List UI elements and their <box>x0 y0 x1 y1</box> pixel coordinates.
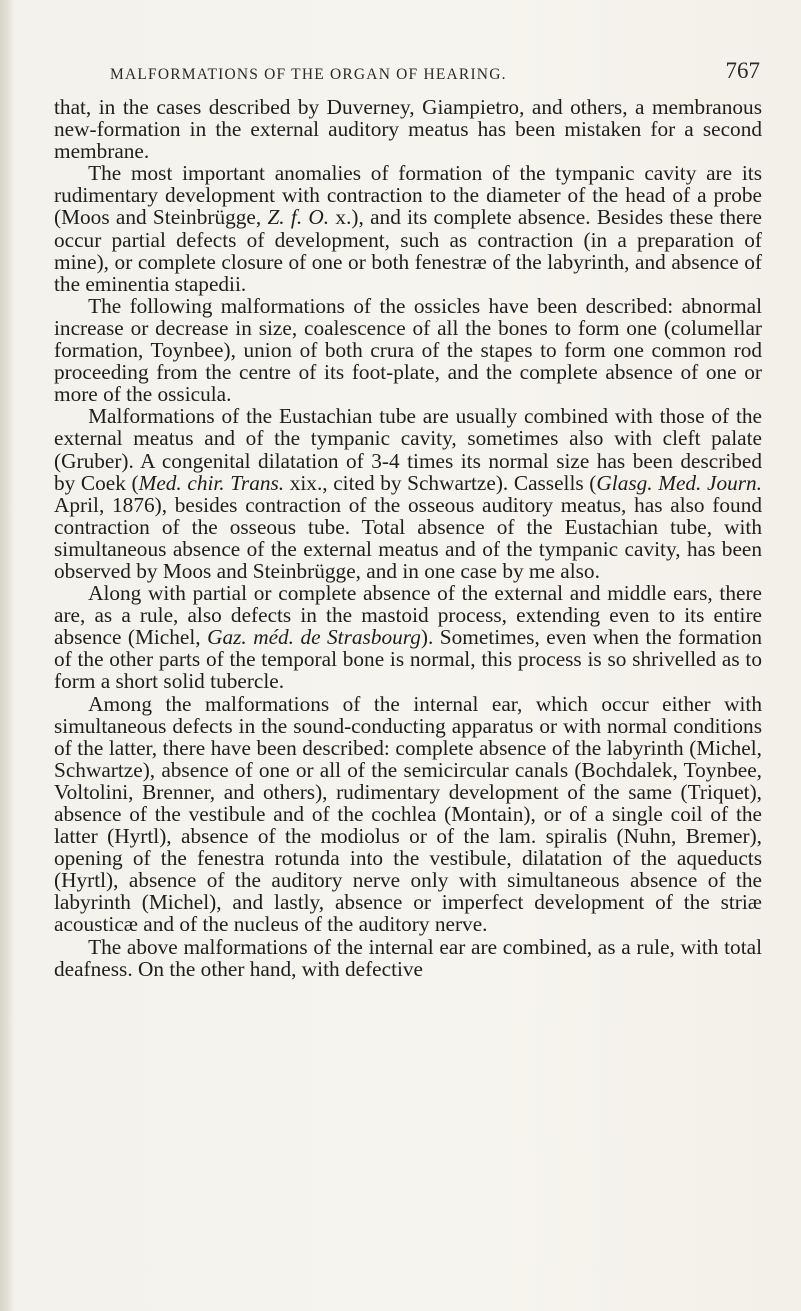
text-run: Along with partial or complete absence of the external and middle ears, there are, as a rule, also defects in the mastoid process, extending even to its entire absence (Michel, <box>54 581 762 650</box>
paragraph-p2 <box>54 162 762 295</box>
text-run: xix., cited by Schwartze). Cassells ( <box>284 470 597 495</box>
text-run: April, 1876), besides contraction of the osseous auditory meatus, has also found contraction of the osseous tube. Total absence of the Eustachian tube, with simultaneous absence of the external meatus and of the tympanic cavity, has been observed by Moos and Steinbrügge, and in one case by me also. <box>54 492 762 583</box>
body-text <box>54 96 762 980</box>
binding-shadow <box>0 0 14 1311</box>
paragraph-p6 <box>54 693 762 936</box>
text-run: The above malformations of the internal ear are combined, as a rule, with total deafness. On the other hand, with defective <box>54 934 762 981</box>
paragraph-p3 <box>54 295 762 405</box>
citation-italic: Med. chir. Trans. <box>138 470 285 495</box>
text-run: Among the malformations of the internal ear, which occur either with simultaneous defects in the sound-conducting apparatus or with normal conditions of the latter, there have been described: complete absence of the labyrinth (Michel, Schwartze), absence of one or all of the semicircular canals (Bochdalek, Toynbee, Voltolini, Brenner, and others), rudimentary development of the same (Triquet), absence of the vestibule and of the cochlea (Montain), or of a single coil of the latter (Hyrtl), absence of the modiolus or of the lam. spiralis (Nuhn, Bremer), opening of the fenestra rotunda into the vestibule, dilatation of the aqueducts (Hyrtl), absence of the auditory nerve only with simultaneous absence of the labyrinth (Michel), and lastly, absence or imperfect development of the striæ acousticæ and of the nucleus of the auditory nerve. <box>54 691 762 937</box>
citation-italic: Glasg. Med. Journ. <box>596 470 763 495</box>
text-run: x.), and its complete absence. Besides these there occur partial defects of development, such as contraction (in a preparation of mine), or complete closure of one or both fenestræ of the labyrinth, and absence of the eminentia stapedii. <box>54 205 763 296</box>
text-run: Malformations of the Eustachian tube are usually combined with those of the external meatus and of the tympanic cavity, sometimes also with cleft palate (Gruber). A congenital dilatation of 3-4 times its normal size has been described by Coek ( <box>54 404 762 495</box>
citation-italic: Gaz. méd. de Strasbourg <box>207 625 421 650</box>
citation-italic: Z. f. O. <box>267 205 330 230</box>
paragraph-p7 <box>54 936 762 980</box>
paragraph-p1 <box>54 96 762 162</box>
running-title: MALFORMATIONS OF THE ORGAN OF HEARING. <box>110 66 507 83</box>
text-run: The most important anomalies of formation of the tympanic cavity are its rudimentary development with contraction to the diameter of the head of a probe (Moos and Steinbrügge, <box>54 161 762 230</box>
text-run: The following malformations of the ossicles have been described: abnormal increase or decrease in size, coalescence of all the bones to form one (columellar formation, Toynbee), union of both crura of the stapes to form one common rod proceeding from the centre of its foot-plate, and the complete absence of one or more of the ossicula. <box>54 293 762 407</box>
text-run: ). Sometimes, even when the formation of the other parts of the temporal bone is normal, this process is so shrivelled as to form a short solid tubercle. <box>54 625 762 694</box>
page-header <box>110 58 760 98</box>
paragraph-p5 <box>54 582 762 692</box>
page-number: 767 <box>725 58 760 83</box>
paragraph-p4 <box>54 405 762 582</box>
text-run: that, in the cases described by Duverney, Giampietro, and others, a membranous new-formation in the external auditory meatus has been mistaken for a second membrane. <box>54 95 762 164</box>
